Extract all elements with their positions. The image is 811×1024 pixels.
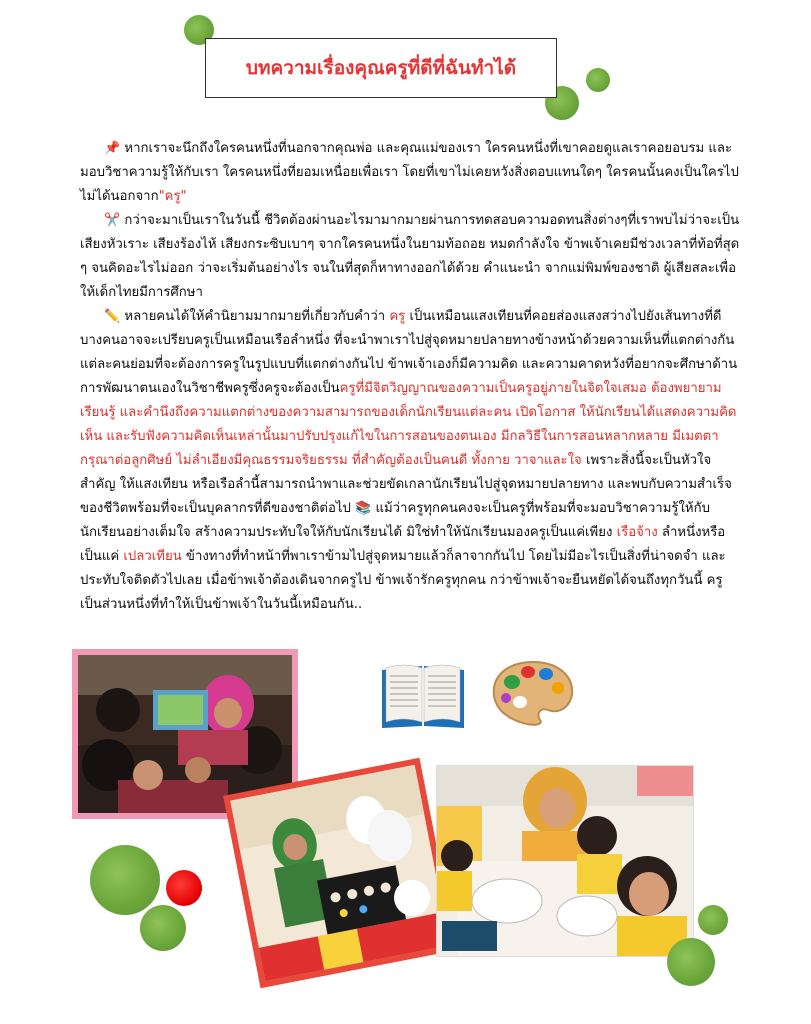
paragraph-2-text: กว่าจะมาเป็นเราในวันนี้ ชีวิตต้องผ่านอะไรมามากมายผ่านการทดสอบความอดทนสิ่งต่างๆที่เราพบไม่ว่าจะเป็นเสียงหัวเราะ เสียงร้องไห้ เสียงกระซิบเบาๆ จากใครคนหนึ่งในยามท้อถอย หมดกำลังใจ ข้าพเจ้าเคยมีช่วงเวลาที่ท้อที่สุด ๆ จนคิดอะไรไม่ออก ว่าจะเริ่มต้นอย่างไร จนในที่สุดก็หาทางออกได้ด้วย คำแนะนำ จากแม่พิมพ์ของชาติ ผู้เสียสละเพื่อให้เด็กไทยมีการศึกษา	[80, 213, 740, 300]
paragraph-3-text: ลำหนึ่งหรือเป็นแค่	[80, 525, 726, 564]
highlight-ferry-boat: เรือจ้าง	[616, 525, 658, 540]
books-icon: 📚	[355, 501, 372, 516]
open-book-icon	[378, 660, 468, 732]
art-palette-icon	[490, 658, 576, 728]
paragraph-3-text: เพราะสิ่งนี้จะเป็นหัวใจสำคัญ ให้แสงเทียน หรือเรือลำนี้สามารถนำพาและช่วยขัดเกลานักเรียนไปสู่จุดหมายปลายทาง และพบกับความสำเร็จของชีวิตพร้อมที่จะเป็นบุคลากรที่ดีของชาติต่อไป	[80, 453, 732, 516]
paragraph-1-highlight: "ครู"	[158, 189, 187, 204]
paragraph-3	[80, 305, 740, 617]
decor-dot-red	[166, 870, 202, 906]
decor-dot-green	[586, 68, 610, 92]
page-title: บทความเรื่องคุณครูที่ดีที่ฉันทำได้	[245, 57, 517, 79]
pushpin-icon: 📌	[104, 141, 121, 156]
decor-dot-green	[140, 905, 186, 951]
pencil-icon: ✏️	[104, 309, 121, 324]
decor-dot-green	[698, 905, 728, 935]
article-body	[80, 137, 740, 617]
highlight-candle-flame: เปลวเทียน	[123, 549, 182, 564]
highlight-kru: ครู	[389, 309, 406, 324]
scissors-icon: ✂️	[104, 213, 121, 228]
paragraph-2	[80, 209, 740, 305]
decor-dot-green	[667, 938, 715, 986]
highlight-teacher-qualities: ครูที่มีจิตวิญญาณของความเป็นครูอยู่ภายในจิตใจเสมอ ต้องพยายามเรียนรู้ และคำนึงถึงความแตกต่างของความสามารถของเด็กนักเรียนแต่ละคน เปิดโอกาส ให้นักเรียนได้แสดงความคิดเห็น และรับฟังความคิดเห็นเหล่านั้นมาปรับปรุงแก้ไขในการสอนของตนเอง มีกลวิธีในการสอนหลากหลาย มีเมตตากรุณาต่อลูกศิษย์ ไม่ลำเอียงมีคุณธรรมจริยธรรม ที่สำคัญต้องเป็นคนดี ทั้งกาย วาจาและใจ	[80, 381, 737, 468]
teacher-drawing-with-children-photo	[436, 765, 694, 957]
paragraph-1	[80, 137, 740, 209]
decor-dot-green	[90, 845, 160, 915]
paragraph-3-text: ข้างทางที่ทำหน้าที่พาเราข้ามไปสู่จุดหมายแล้วก็ลาจากกันไป โดยไม่มีอะไรเป็นสิ่งที่น่าจดจำ และประทับใจติดตัวไปเลย เมื่อข้าพเจ้าต้องเดินจากครูไป ข้าพเจ้ารักครูทุกคน กว่าข้าพเจ้าจะยืนหยัดได้จนถึงทุกวันนี้ ครูเป็นส่วนหนึ่งที่ทำให้เป็นข้าพเจ้าในวันนี้เหมือนกัน..	[80, 549, 726, 612]
paragraph-3-text: แม้ว่าครูทุกคนคงจะเป็นครูที่พร้อมที่จะมอบวิชาความรู้ให้กับนักเรียนอย่างเต็มใจ สร้างความประทับใจให้กับนักเรียนได้ มิใช่ทำให้นักเรียนมองครูเป็นแค่เพียง	[80, 501, 710, 540]
paragraph-1-text: หากเราจะนึกถึงใครคนหนึ่งที่นอกจากคุณพ่อ และคุณแม่ของเรา ใครคนหนึ่งที่เขาคอยดูแลเราคอยอบรม และมอบวิชาความรู้ให้กับเรา ใครคนหนึ่งที่ยอมเหนื่อยเพื่อเรา โดยที่เขาไม่เคยหวังสิ่งตอบแทนใดๆ ใครคนนั้นคงเป็นใครไปไม่ได้นอกจาก	[80, 141, 739, 204]
teacher-with-students-board-photo	[223, 758, 457, 989]
paragraph-3-text: หลายคนได้ให้คำนิยามมากมายที่เกี่ยวกับคำว่า	[124, 309, 390, 324]
paragraph-3-text: เป็นเหมือนแสงเทียนที่คอยส่องแสงสว่างไปยังเส้นทางที่ดี บางคนอาจจะเปรียบครูเป็นเหมือนเรือลำหนึ่ง ที่จะนำพาเราไปสู่จุดหมายปลายทางข้างหน้าด้วยความเห็นที่แตกต่างกัน แต่ละคนย่อมที่จะต้องการครูในรูปแบบที่แตกต่างกันไป ข้าพเจ้าเองก็มีความคิด และความคาดหวังที่อยากจะศึกษาด้านการพัฒนาตนเองในวิชาชีพครูซึ่งครูจะต้องเป็น	[80, 309, 738, 396]
title-box	[205, 38, 557, 98]
